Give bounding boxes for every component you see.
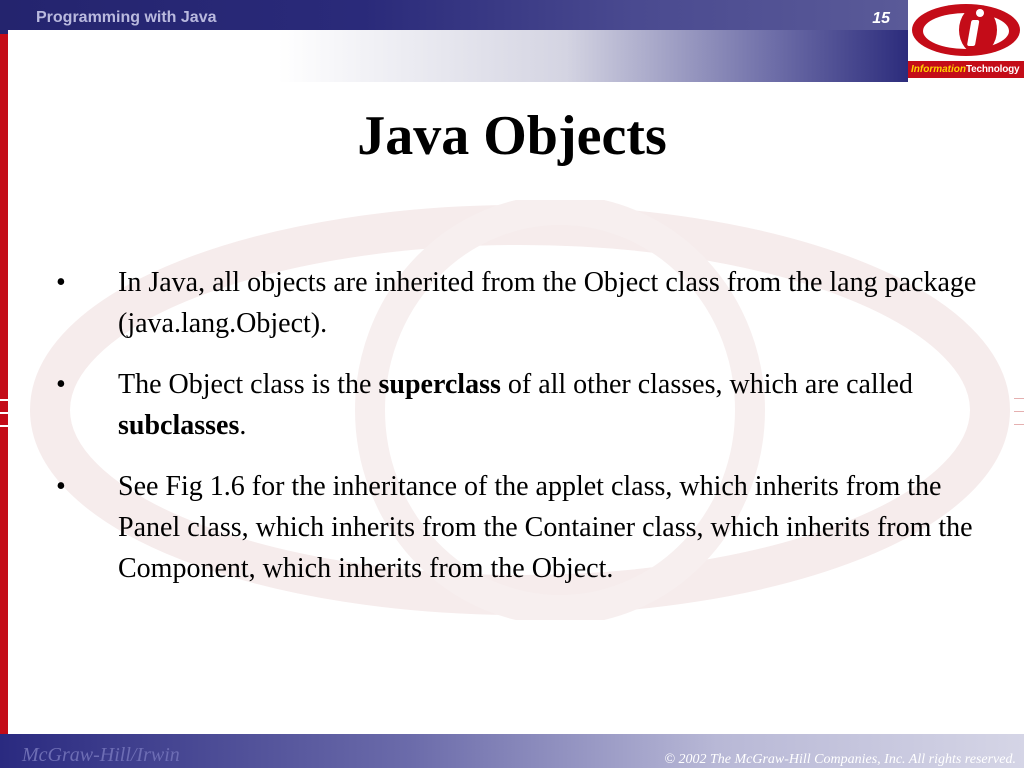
left-accent-notch (0, 412, 8, 414)
page-number: 15 (872, 10, 890, 27)
bullet-list (50, 262, 1000, 609)
course-title: Programming with Java (36, 9, 217, 26)
bullet-segment: In Java, all objects are inherited from the Object class from the lang package (java.lang.Object). (118, 267, 977, 339)
bullet-point-icon: • (56, 267, 66, 298)
information-technology-logo (908, 0, 1024, 80)
bullet-text (118, 471, 973, 584)
left-accent-notch (0, 399, 8, 401)
footer-copyright: © 2002 The McGraw-Hill Companies, Inc. All rights reserved. (664, 752, 1016, 767)
bullet-segment: of all other classes, which are called (500, 369, 913, 400)
left-accent-notch (0, 425, 8, 427)
bullet-item (50, 364, 1000, 446)
bullet-segment: The Object class is the (118, 369, 379, 400)
term-superclass: superclass (378, 369, 501, 400)
bullet-item (50, 466, 1000, 589)
header-gradient-band (8, 30, 908, 82)
bullet-point-icon: • (56, 471, 66, 502)
bullet-segment: See Fig 1.6 for the inheritance of the applet class, which inherits from the Panel class, which inherits from the Container class, which inherits from the Component, which inherits from the Object. (118, 471, 973, 584)
slide-title: Java Objects (357, 105, 667, 167)
bullet-item (50, 262, 1000, 344)
bullet-text (118, 369, 913, 441)
logo-text-technology: Technology (966, 64, 1020, 75)
term-subclasses: subclasses (118, 410, 240, 441)
bullet-point-icon: • (56, 369, 66, 400)
logo-wordmark (908, 61, 1024, 78)
bullet-segment: . (239, 410, 247, 441)
bullet-text (118, 267, 976, 339)
footer-publisher: McGraw-Hill/Irwin (22, 744, 180, 766)
logo-i-icon (908, 0, 1024, 60)
logo-text-information: Information (911, 64, 966, 75)
